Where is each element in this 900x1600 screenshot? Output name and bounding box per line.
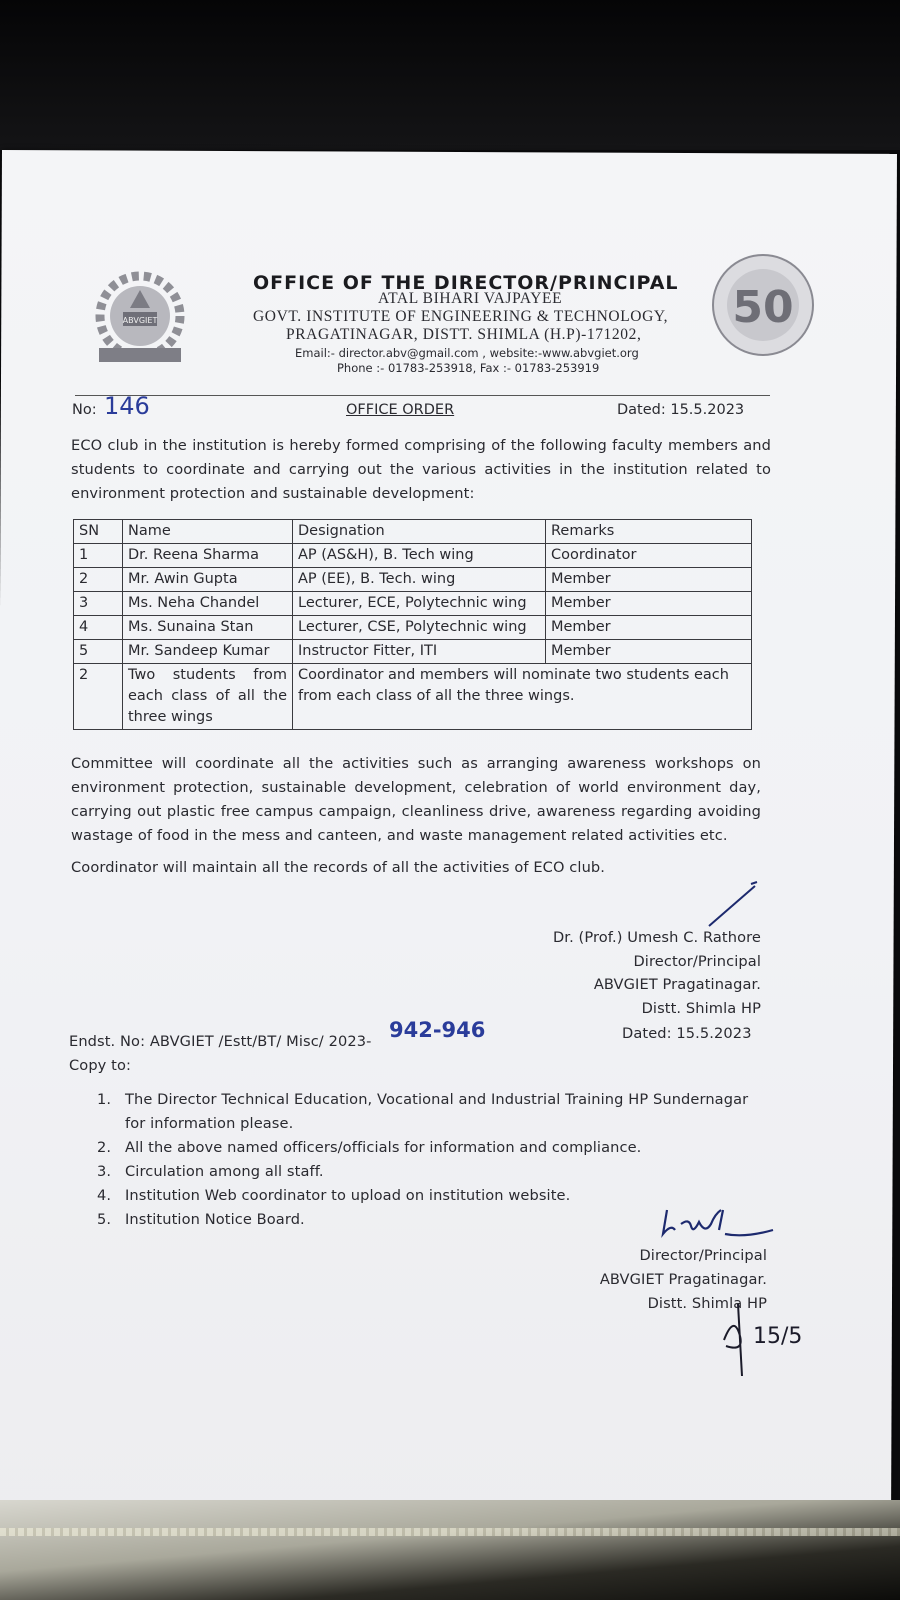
table-header-cell: Designation <box>293 520 546 544</box>
table-row <box>74 592 752 616</box>
remarks-cell: Member <box>546 592 752 616</box>
coordinator-paragraph: Coordinator will maintain all the records of all the activities of ECO club. <box>71 859 606 876</box>
list-number: 4. <box>97 1187 112 1204</box>
signatory-designation: Director/Principal <box>633 952 761 970</box>
table-row <box>74 544 752 568</box>
signature-date: Dated: 15.5.2023 <box>622 1025 752 1042</box>
students-description-cell: Coordinator and members will nominate two students each from each class of all the three wings. <box>293 664 752 730</box>
endorsement-number-label: Endst. No: ABVGIET /Estt/BT/ Misc/ 2023- <box>69 1033 372 1050</box>
list-number: 1. <box>97 1091 112 1108</box>
sn-cell: 5 <box>74 640 123 664</box>
intro-paragraph: ECO club in the institution is hereby formed comprising of the following faculty members and students to coordinate and carrying out the various activities in the institution related to environment protection and sustainable development: <box>71 437 771 502</box>
designation-cell: AP (AS&H), B. Tech wing <box>293 544 546 568</box>
signatory-institute: ABVGIET Pragatinagar. <box>593 976 761 993</box>
institute-line-1: ATAL BIHARI VAJPAYEE <box>378 290 563 307</box>
sn-cell: 3 <box>74 592 123 616</box>
table-row-students <box>74 664 752 730</box>
order-number-handwritten: 146 <box>104 392 150 420</box>
background-top <box>0 0 900 150</box>
name-cell: Ms. Sunaina Stan <box>123 616 293 640</box>
table-header-row <box>74 520 752 544</box>
endorsement-number-handwritten: 942-946 <box>389 1018 486 1042</box>
background-floor <box>0 1500 900 1600</box>
abvgiet-logo <box>85 268 195 368</box>
order-heading: OFFICE ORDER <box>346 402 455 418</box>
table-header-cell: Remarks <box>546 520 752 544</box>
signatory-name: Dr. (Prof.) Umesh C. Rathore <box>552 929 761 946</box>
name-cell: Mr. Awin Gupta <box>123 568 293 592</box>
office-title: OFFICE OF THE DIRECTOR/PRINCIPAL <box>253 272 679 294</box>
signature-stroke <box>705 880 765 930</box>
committee-paragraph: Committee will coordinate all the activities such as arranging awareness workshops on environment protection, sustainable development, celebration of world environment day, carrying out plastic free campus campaign, cleanliness drive, awareness regarding avoiding wastage of food in the mess and canteen, and waste management related activities etc. <box>71 755 761 844</box>
sn-cell: 2 <box>74 664 123 730</box>
remarks-cell: Member <box>546 640 752 664</box>
golden-jubilee-badge <box>708 250 818 360</box>
remarks-cell: Member <box>546 616 752 640</box>
list-text: Institution Notice Board. <box>125 1211 305 1228</box>
institute-address: PRAGATINAGAR, DISTT. SHIMLA (H.P)-171202, <box>286 326 642 343</box>
designation-cell: AP (EE), B. Tech. wing <box>293 568 546 592</box>
list-text: All the above named officers/officials for information and compliance. <box>125 1139 642 1156</box>
list-item <box>97 1088 767 1136</box>
order-number-label: No: <box>72 402 97 418</box>
sn-cell: 2 <box>74 568 123 592</box>
table-row <box>74 616 752 640</box>
name-cell: Two students from each class of all the three wings <box>123 664 293 730</box>
contact-phone-fax: Phone :- 01783-253918, Fax :- 01783-253919 <box>337 361 600 375</box>
table-header-cell: Name <box>123 520 293 544</box>
copy-to-label: Copy to: <box>69 1057 132 1074</box>
name-cell: Dr. Reena Sharma <box>123 544 293 568</box>
list-text: Institution Web coordinator to upload on institution website. <box>125 1187 571 1204</box>
eco-club-members-table <box>73 519 752 730</box>
list-text: The Director Technical Education, Vocational and Industrial Training HP Sundernagar for information please. <box>125 1091 749 1132</box>
signature-block-1 <box>520 926 761 1020</box>
signatory-district: Distt. Shimla HP <box>641 999 761 1017</box>
table-row <box>74 568 752 592</box>
list-text: Circulation among all staff. <box>125 1163 324 1180</box>
remarks-cell: Member <box>546 568 752 592</box>
list-number: 2. <box>97 1139 112 1156</box>
list-item <box>97 1136 767 1160</box>
name-cell: Ms. Neha Chandel <box>123 592 293 616</box>
sn-cell: 1 <box>74 544 123 568</box>
institute-line-2: GOVT. INSTITUTE OF ENGINEERING & TECHNOLOGY, <box>253 308 669 325</box>
table-header-cell: SN <box>74 520 123 544</box>
contact-email-website: Email:- director.abv@gmail.com , website:-www.abvgiet.org <box>295 346 639 360</box>
header-divider <box>75 395 770 396</box>
signatory-institute: ABVGIET Pragatinagar. <box>599 1271 767 1288</box>
designation-cell: Lecturer, ECE, Polytechnic wing <box>293 592 546 616</box>
designation-cell: Lecturer, CSE, Polytechnic wing <box>293 616 546 640</box>
svg-text:ABVGIET: ABVGIET <box>122 316 158 325</box>
signatory-designation: Director/Principal <box>639 1247 767 1264</box>
svg-text:50: 50 <box>732 282 794 333</box>
handwritten-date: 15/5 <box>753 1324 803 1349</box>
list-number: 5. <box>97 1211 112 1228</box>
name-cell: Mr. Sandeep Kumar <box>123 640 293 664</box>
signatory-district: Distt. Shimla HP <box>647 1295 767 1312</box>
designation-cell: Instructor Fitter, ITI <box>293 640 546 664</box>
handwritten-signature <box>655 1200 785 1245</box>
sn-cell: 4 <box>74 616 123 640</box>
list-number: 3. <box>97 1163 112 1180</box>
table-row <box>74 640 752 664</box>
order-date: Dated: 15.5.2023 <box>617 402 745 418</box>
list-item <box>97 1160 767 1184</box>
remarks-cell: Coordinator <box>546 544 752 568</box>
